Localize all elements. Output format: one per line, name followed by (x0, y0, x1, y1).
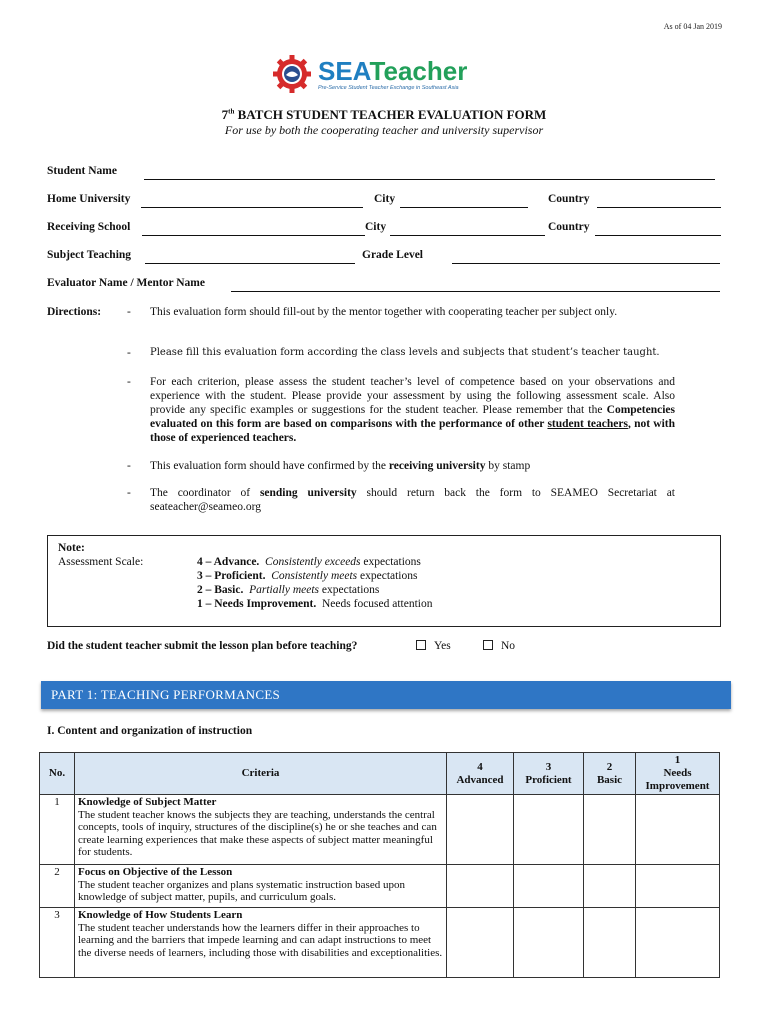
rating-cell-advanced[interactable] (447, 865, 514, 908)
rating-cell-proficient[interactable] (514, 795, 584, 865)
home-university-label: Home University (47, 193, 131, 205)
rating-cell-advanced[interactable] (447, 908, 514, 978)
row-number: 3 (40, 908, 75, 978)
rating-cell-advanced[interactable] (447, 795, 514, 865)
receiving-school-label: Receiving School (47, 221, 131, 233)
direction-item-1-text: This evaluation form should fill-out by the mentor together with cooperating teacher per subject only. (150, 306, 618, 318)
city2-field[interactable] (390, 235, 545, 236)
row-criteria: Knowledge of Subject Matter The student teacher knows the subjects they are teaching, understands the central concepts, tools of inquiry, structures of the discipline(s) he or she teaches and can create learning experiences that make these aspects of subject matter meaningful for students. (75, 795, 447, 865)
header-basic: 2 Basic (584, 753, 636, 795)
row-criteria: Focus on Objective of the Lesson The student teacher organizes and plans systematic instruction based upon knowledge of subject matter, pupils, and curriculum goals. (75, 865, 447, 908)
scale-3: 3 – Proficient. Consistently meets expectations (197, 570, 418, 582)
rating-cell-proficient[interactable] (514, 865, 584, 908)
country-label: Country (548, 193, 590, 205)
rating-cell-proficient[interactable] (514, 908, 584, 978)
city-label: City (374, 193, 396, 205)
part1-title: PART 1: TEACHING PERFORMANCES (51, 687, 281, 702)
header-criteria: Criteria (75, 753, 447, 795)
form-title: 7th BATCH STUDENT TEACHER EVALUATION FORM (221, 107, 547, 122)
scale-4: 4 – Advance. Consistently exceeds expectations (197, 556, 421, 568)
as-of-date: As of 04 Jan 2019 (663, 22, 722, 31)
student-name-field[interactable] (144, 179, 715, 180)
no-checkbox[interactable] (483, 640, 493, 650)
rating-cell-basic[interactable] (584, 908, 636, 978)
table-header-row (40, 753, 720, 795)
logo-tagline: Pre-Service Student Teacher Exchange in Southeast Asia (318, 84, 459, 91)
yes-checkbox[interactable] (416, 640, 426, 650)
evaluator-name-label: Evaluator Name / Mentor Name (47, 277, 205, 289)
country2-field[interactable] (595, 235, 721, 236)
row-criteria: Knowledge of How Students Learn The student teacher understands how the learners differ in their approaches to learning and the barriers that impede learning and can adapt instructions to meet the diverse needs of learners, including those with disabilities and exceptionalities. (75, 908, 447, 978)
rating-cell-needs-improvement[interactable] (636, 908, 720, 978)
criteria-table (39, 752, 720, 978)
directions-label: Directions: (47, 306, 102, 318)
home-university-field[interactable] (141, 207, 363, 208)
grade-level-field[interactable] (452, 263, 720, 264)
header-advanced: 4 Advanced (447, 753, 514, 795)
header-no: No. (40, 753, 75, 795)
logo-sea-text: SEA (318, 55, 370, 86)
header-proficient: 3 Proficient (514, 753, 584, 795)
direction-item-5: - The coordinator of sending university should return back the form to SEAMEO Secretariat at seateacher@seameo.org (127, 487, 675, 513)
seateacher-logo (272, 52, 502, 96)
assessment-scale-note (47, 535, 721, 627)
table-row (40, 865, 720, 908)
form-subtitle: For use by both the cooperating teacher and university supervisor (224, 123, 544, 137)
table-row (40, 795, 720, 865)
lesson-plan-question: Did the student teacher submit the lesson plan before teaching? (47, 640, 358, 652)
row-number: 2 (40, 865, 75, 908)
header-needs-improvement: 1 Needs Improvement (636, 753, 720, 795)
scale-2: 2 – Basic. Partially meets expectations (197, 584, 380, 596)
scale-label: Assessment Scale: (58, 556, 144, 568)
note-title: Note: (58, 542, 85, 554)
section-heading: I. Content and organization of instruction (47, 725, 253, 737)
direction-item-1: - (127, 306, 131, 318)
country2-label: Country (548, 221, 590, 233)
grade-level-label: Grade Level (362, 249, 423, 261)
scale-1: 1 – Needs Improvement. Needs focused attention (197, 598, 433, 610)
seameo-gear-icon (272, 54, 312, 94)
city2-label: City (365, 221, 387, 233)
table-row (40, 908, 720, 978)
subject-teaching-label: Subject Teaching (47, 249, 132, 261)
city-field[interactable] (400, 207, 528, 208)
country-field[interactable] (597, 207, 721, 208)
direction-item-2: - Please fill this evaluation form according the class levels and subjects that student’s teacher taught. (127, 347, 660, 359)
subject-teaching-field[interactable] (145, 263, 355, 264)
student-name-label: Student Name (47, 165, 117, 177)
direction-item-4: - This evaluation form should have confirmed by the receiving university by stamp (127, 460, 531, 472)
rating-cell-basic[interactable] (584, 795, 636, 865)
rating-cell-basic[interactable] (584, 865, 636, 908)
logo-teacher-text: Teacher (369, 55, 468, 86)
row-number: 1 (40, 795, 75, 865)
receiving-school-field[interactable] (142, 235, 365, 236)
direction-item-3: - For each criterion, please assess the student teacher’s level of competence based on your observations and experience with the student. Please provide your assessment by using the following assessment scale. Also provide any specific examples or suggestions for the student teacher. Please remember that the Competencies evaluated on this form are based on comparisons with the performance of other student teachers, not with those of experienced teachers. (127, 376, 676, 444)
lesson-plan-yes-option[interactable]: Yes (416, 640, 451, 652)
rating-cell-needs-improvement[interactable] (636, 865, 720, 908)
evaluator-name-field[interactable] (231, 291, 720, 292)
rating-cell-needs-improvement[interactable] (636, 795, 720, 865)
part1-banner (41, 681, 731, 709)
lesson-plan-no-option[interactable]: No (483, 640, 515, 652)
